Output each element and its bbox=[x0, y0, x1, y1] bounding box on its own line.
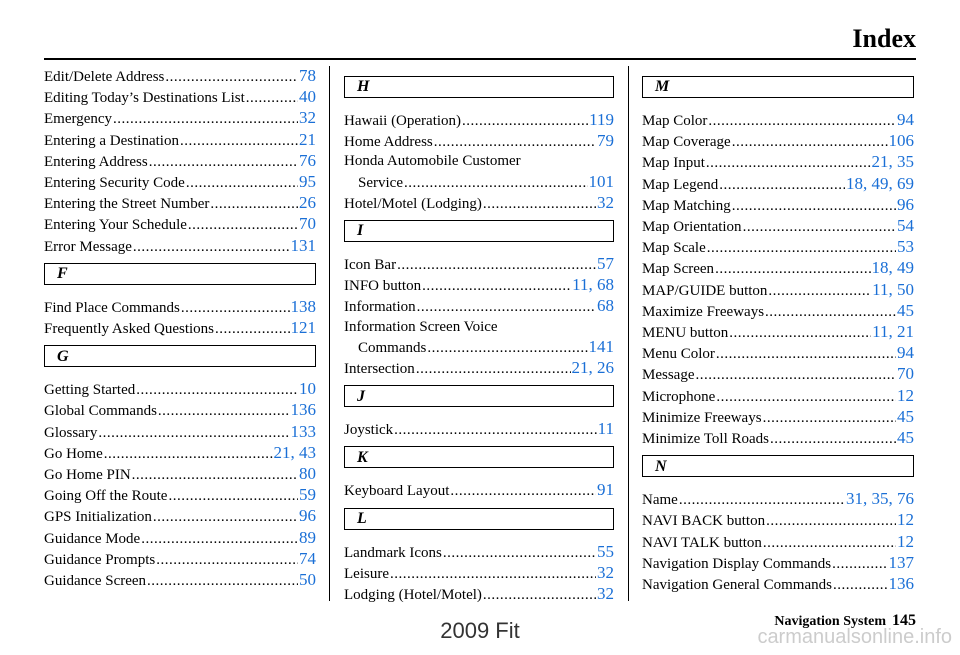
leader-dots bbox=[153, 508, 298, 527]
index-entry bbox=[642, 489, 914, 510]
entry-label: NAVI BACK button bbox=[642, 513, 766, 530]
entry-label: Intersection bbox=[344, 361, 415, 378]
entry-label: Entering the Street Number bbox=[44, 196, 210, 213]
page-link[interactable]: 32 bbox=[597, 584, 614, 604]
leader-dots bbox=[136, 381, 298, 400]
section-heading: N bbox=[642, 455, 914, 477]
index-entry bbox=[642, 301, 914, 322]
leader-dots bbox=[246, 89, 298, 108]
entry-label: Map Screen bbox=[642, 261, 715, 278]
index-column-3 bbox=[642, 76, 914, 595]
leader-dots bbox=[483, 586, 596, 605]
index-entry bbox=[642, 258, 914, 279]
leader-dots bbox=[765, 303, 896, 322]
index-entry bbox=[642, 216, 914, 237]
page-link[interactable]: 21 bbox=[299, 129, 316, 149]
index-entry bbox=[642, 237, 914, 258]
column-divider bbox=[329, 66, 330, 601]
index-entry bbox=[642, 280, 914, 301]
page-link[interactable]: 89 bbox=[299, 527, 316, 547]
index-entry bbox=[44, 422, 316, 443]
leader-dots bbox=[716, 388, 896, 407]
page-link[interactable]: 18, 49, 69 bbox=[846, 173, 914, 193]
header-rule bbox=[44, 58, 916, 60]
index-entry bbox=[344, 563, 614, 584]
page-link[interactable]: 68 bbox=[597, 296, 614, 316]
index-entry bbox=[642, 386, 914, 407]
entry-label: Go Home PIN bbox=[44, 467, 131, 484]
watermark: carmanualsonline.info bbox=[757, 626, 952, 648]
page-link[interactable]: 96 bbox=[299, 506, 316, 526]
leader-dots bbox=[397, 256, 596, 275]
index-entry bbox=[44, 464, 316, 485]
leader-dots bbox=[707, 239, 896, 258]
section-heading: G bbox=[44, 345, 316, 367]
index-entry bbox=[44, 87, 316, 108]
leader-dots bbox=[716, 345, 896, 364]
page-link[interactable]: 136 bbox=[888, 574, 914, 594]
leader-dots bbox=[98, 424, 289, 443]
index-entry bbox=[44, 297, 316, 318]
page-link[interactable]: 70 bbox=[897, 364, 914, 384]
entry-label: Entering a Destination bbox=[44, 132, 179, 149]
leader-dots bbox=[104, 445, 273, 464]
page-link[interactable]: 79 bbox=[597, 131, 614, 151]
leader-dots bbox=[729, 324, 871, 343]
page-link[interactable]: 12 bbox=[897, 510, 914, 530]
page-link[interactable]: 31, 35, 76 bbox=[846, 489, 914, 509]
leader-dots bbox=[417, 298, 596, 317]
index-entry bbox=[344, 110, 614, 131]
section-heading: L bbox=[344, 508, 614, 530]
entry-label: Information bbox=[344, 299, 416, 316]
index-entry bbox=[344, 193, 614, 214]
index-column-1 bbox=[44, 66, 316, 591]
leader-dots bbox=[732, 133, 888, 152]
leader-dots bbox=[210, 195, 298, 214]
page-link[interactable]: 136 bbox=[290, 400, 316, 420]
page-title: Index bbox=[852, 24, 916, 53]
leader-dots bbox=[743, 218, 896, 237]
entry-label: Go Home bbox=[44, 445, 103, 462]
section-heading: K bbox=[344, 446, 614, 468]
page-number: 145 bbox=[892, 612, 916, 629]
leader-dots bbox=[706, 154, 871, 173]
index-entry bbox=[44, 130, 316, 151]
index-entry bbox=[44, 570, 316, 591]
leader-dots bbox=[404, 174, 588, 193]
page-link[interactable]: 12 bbox=[897, 385, 914, 405]
page-link[interactable]: 45 bbox=[897, 428, 914, 448]
page-link[interactable]: 94 bbox=[897, 343, 914, 363]
section-heading: F bbox=[44, 263, 316, 285]
index-entry bbox=[344, 419, 614, 440]
leader-dots bbox=[416, 360, 571, 379]
section-heading: H bbox=[344, 76, 614, 98]
index-entry bbox=[642, 195, 914, 216]
index-entry bbox=[44, 318, 316, 339]
leader-dots bbox=[766, 512, 896, 531]
page-link[interactable]: 21, 26 bbox=[571, 358, 614, 378]
index-entry bbox=[344, 131, 614, 152]
index-entry bbox=[642, 343, 914, 364]
page-link[interactable]: 78 bbox=[299, 66, 316, 85]
page-link[interactable]: 74 bbox=[299, 548, 316, 568]
leader-dots bbox=[708, 112, 896, 131]
page-link[interactable]: 55 bbox=[597, 541, 614, 561]
leader-dots bbox=[732, 197, 896, 216]
leader-dots bbox=[186, 174, 298, 193]
page-link[interactable]: 18, 49 bbox=[871, 258, 914, 278]
page-link[interactable]: 80 bbox=[299, 464, 316, 484]
index-entry bbox=[44, 108, 316, 129]
leader-dots bbox=[215, 320, 290, 339]
entry-label: Icon Bar bbox=[344, 257, 397, 274]
page-link[interactable]: 40 bbox=[299, 87, 316, 107]
index-entry bbox=[44, 549, 316, 570]
leader-dots bbox=[165, 68, 298, 87]
leader-dots bbox=[156, 551, 298, 570]
page-link[interactable]: 94 bbox=[897, 110, 914, 129]
entry-label: Glossary bbox=[44, 424, 98, 441]
entry-label: Find Place Commands bbox=[44, 299, 180, 316]
entry-label: Honda Automobile Customer bbox=[344, 153, 521, 170]
entry-label: Map Color bbox=[642, 113, 708, 129]
index-entry bbox=[44, 506, 316, 527]
page-link[interactable]: 11, 50 bbox=[872, 279, 914, 299]
leader-dots bbox=[158, 402, 290, 421]
index-entry bbox=[44, 443, 316, 464]
leader-dots bbox=[770, 430, 896, 449]
page-link[interactable]: 91 bbox=[597, 480, 614, 500]
index-entry bbox=[44, 528, 316, 549]
index-entry bbox=[344, 152, 614, 192]
page-link[interactable]: 10 bbox=[299, 379, 316, 399]
leader-dots bbox=[768, 282, 871, 301]
entry-label: Hawaii (Operation) bbox=[344, 113, 462, 129]
index-entry bbox=[44, 485, 316, 506]
entry-label: Home Address bbox=[344, 134, 433, 151]
page-link[interactable]: 11, 21 bbox=[872, 322, 914, 342]
index-entry bbox=[344, 254, 614, 275]
entry-label: Getting Started bbox=[44, 382, 136, 399]
entry-label: Going Off the Route bbox=[44, 488, 168, 505]
entry-label: Message bbox=[642, 367, 695, 384]
entry-label: Map Coverage bbox=[642, 134, 731, 151]
page-link[interactable]: 11, 68 bbox=[572, 275, 614, 295]
index-entry bbox=[642, 553, 914, 574]
entry-label: Keyboard Layout bbox=[344, 483, 450, 500]
index-entry bbox=[344, 542, 614, 563]
page-link[interactable]: 32 bbox=[597, 192, 614, 212]
entry-label: NAVI TALK button bbox=[642, 534, 762, 551]
page-link[interactable]: 32 bbox=[299, 108, 316, 128]
book-title: Navigation System bbox=[774, 614, 886, 629]
entry-label: Entering Your Schedule bbox=[44, 217, 187, 234]
leader-dots bbox=[390, 565, 596, 584]
page-link[interactable]: 133 bbox=[290, 421, 316, 441]
leader-dots bbox=[833, 576, 888, 595]
page-link[interactable]: 32 bbox=[597, 562, 614, 582]
leader-dots bbox=[168, 487, 298, 506]
entry-label: Navigation General Commands bbox=[642, 577, 832, 594]
index-entry bbox=[344, 275, 614, 296]
leader-dots bbox=[450, 482, 596, 501]
page-link[interactable]: 95 bbox=[299, 172, 316, 192]
index-entry bbox=[642, 510, 914, 531]
page-link[interactable]: 70 bbox=[299, 214, 316, 234]
page-link[interactable]: 137 bbox=[888, 552, 914, 572]
index-entry bbox=[344, 584, 614, 605]
leader-dots bbox=[696, 366, 897, 385]
leader-dots bbox=[141, 530, 298, 549]
index-entry bbox=[44, 400, 316, 421]
leader-dots bbox=[180, 132, 298, 151]
page-link[interactable]: 76 bbox=[299, 150, 316, 170]
leader-dots bbox=[483, 195, 596, 214]
page-link[interactable]: 141 bbox=[588, 336, 614, 356]
entry-label-continued: Service bbox=[358, 174, 403, 191]
entry-label: Leisure bbox=[344, 565, 389, 582]
leader-dots bbox=[434, 133, 596, 152]
entry-label: Landmark Icons bbox=[344, 544, 442, 561]
leader-dots bbox=[147, 572, 298, 591]
entry-label: Entering Address bbox=[44, 153, 148, 170]
leader-dots bbox=[132, 466, 298, 485]
page-link[interactable]: 57 bbox=[597, 254, 614, 274]
page-link[interactable]: 59 bbox=[299, 485, 316, 505]
model-label: 2009 Fit bbox=[440, 618, 520, 643]
leader-dots bbox=[719, 176, 845, 195]
page-link[interactable]: 21, 35 bbox=[871, 152, 914, 172]
index-entry bbox=[642, 574, 914, 595]
page-link[interactable]: 119 bbox=[589, 110, 614, 129]
index-entry bbox=[44, 66, 316, 87]
page-link[interactable]: 45 bbox=[897, 406, 914, 426]
entry-label: Map Legend bbox=[642, 176, 719, 193]
entry-label: Lodging (Hotel/Motel) bbox=[344, 587, 482, 604]
page-link[interactable]: 11 bbox=[597, 419, 614, 439]
entry-label: Menu Color bbox=[642, 346, 715, 363]
entry-label: GPS Initialization bbox=[44, 509, 152, 526]
index-entry bbox=[642, 532, 914, 553]
entry-label: Maximize Freeways bbox=[642, 303, 765, 320]
column-divider bbox=[628, 66, 629, 601]
entry-label-continued: Commands bbox=[358, 339, 427, 356]
entry-label: MAP/GUIDE button bbox=[642, 282, 768, 299]
index-entry bbox=[642, 131, 914, 152]
index-entry bbox=[642, 174, 914, 195]
entry-label: Map Scale bbox=[642, 240, 706, 257]
index-entry bbox=[642, 407, 914, 428]
index-entry bbox=[344, 358, 614, 379]
entry-label: Navigation Display Commands bbox=[642, 555, 832, 572]
page-link[interactable]: 21, 43 bbox=[273, 442, 316, 462]
leader-dots bbox=[394, 421, 596, 440]
leader-dots bbox=[462, 112, 588, 131]
page-link[interactable]: 131 bbox=[290, 235, 316, 255]
leader-dots bbox=[188, 216, 298, 235]
entry-label: Global Commands bbox=[44, 403, 157, 420]
index-entry bbox=[44, 151, 316, 172]
leader-dots bbox=[763, 409, 896, 428]
page-link[interactable]: 106 bbox=[888, 131, 914, 151]
entry-label: INFO button bbox=[344, 278, 422, 295]
page-link[interactable]: 26 bbox=[299, 193, 316, 213]
index-entry bbox=[344, 296, 614, 317]
section-heading: M bbox=[642, 76, 914, 98]
leader-dots bbox=[679, 491, 845, 510]
entry-label: Map Orientation bbox=[642, 219, 742, 236]
page-link[interactable]: 121 bbox=[290, 318, 316, 338]
index-entry bbox=[344, 480, 614, 501]
index-entry bbox=[642, 322, 914, 343]
leader-dots bbox=[422, 277, 571, 296]
index-entry bbox=[44, 172, 316, 193]
index-entry bbox=[642, 364, 914, 385]
page-link[interactable]: 96 bbox=[897, 194, 914, 214]
leader-dots bbox=[763, 534, 896, 553]
leader-dots bbox=[715, 260, 870, 279]
leader-dots bbox=[149, 153, 298, 172]
index-entry bbox=[44, 236, 316, 257]
entry-label: Map Matching bbox=[642, 197, 731, 214]
index-entry bbox=[344, 318, 614, 358]
page-link[interactable]: 50 bbox=[299, 570, 316, 590]
section-heading: I bbox=[344, 220, 614, 242]
page-link[interactable]: 101 bbox=[588, 171, 614, 191]
section-heading: J bbox=[344, 385, 614, 407]
entry-label: MENU button bbox=[642, 325, 729, 342]
entry-label: Minimize Toll Roads bbox=[642, 431, 770, 448]
entry-label: Microphone bbox=[642, 388, 716, 405]
entry-label: Map Input bbox=[642, 155, 705, 172]
page-link[interactable]: 54 bbox=[897, 216, 914, 236]
entry-label: Joystick bbox=[344, 422, 394, 439]
page-link[interactable]: 53 bbox=[897, 237, 914, 257]
entry-label: Error Message bbox=[44, 238, 132, 255]
page-link[interactable]: 138 bbox=[290, 296, 316, 316]
page-link[interactable]: 12 bbox=[897, 531, 914, 551]
index-entry bbox=[44, 193, 316, 214]
page-link[interactable]: 45 bbox=[897, 300, 914, 320]
entry-label: Edit/Delete Address bbox=[44, 69, 165, 85]
entry-label: Guidance Prompts bbox=[44, 551, 156, 568]
leader-dots bbox=[113, 110, 298, 129]
entry-label: Name bbox=[642, 492, 678, 509]
entry-label: Entering Security Code bbox=[44, 175, 185, 192]
entry-label: Editing Today’s Destinations List bbox=[44, 90, 245, 107]
leader-dots bbox=[181, 299, 290, 318]
index-entry bbox=[642, 428, 914, 449]
entry-label: Information Screen Voice bbox=[344, 318, 498, 335]
index-entry bbox=[44, 379, 316, 400]
entry-label: Guidance Mode bbox=[44, 530, 141, 547]
leader-dots bbox=[133, 238, 290, 257]
entry-label: Guidance Screen bbox=[44, 573, 147, 590]
entry-label: Hotel/Motel (Lodging) bbox=[344, 195, 482, 212]
leader-dots bbox=[832, 555, 887, 574]
index-entry bbox=[642, 110, 914, 131]
leader-dots bbox=[443, 544, 596, 563]
entry-label: Frequently Asked Questions bbox=[44, 321, 214, 338]
leader-dots bbox=[427, 339, 587, 358]
entry-label: Emergency bbox=[44, 111, 113, 128]
index-column-2 bbox=[344, 76, 614, 605]
index-entry bbox=[44, 214, 316, 235]
index-entry bbox=[642, 152, 914, 173]
entry-label: Minimize Freeways bbox=[642, 409, 762, 426]
